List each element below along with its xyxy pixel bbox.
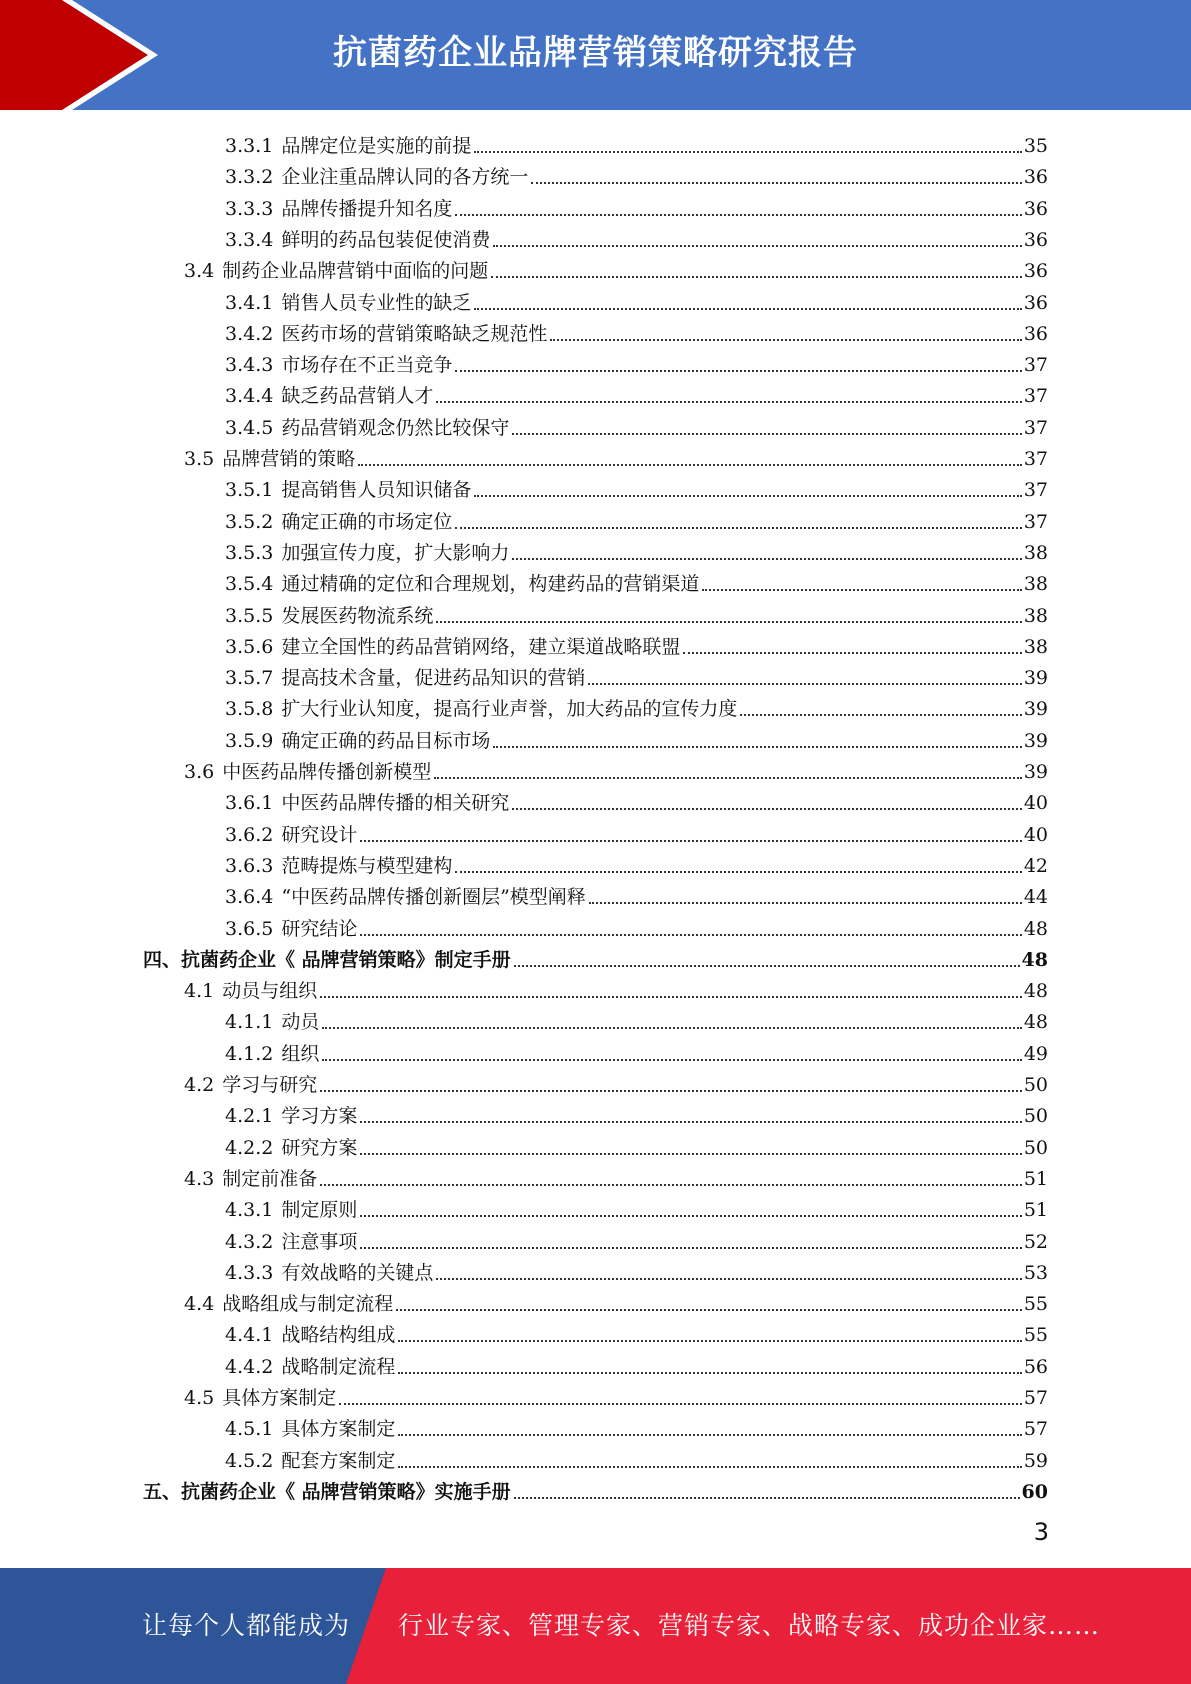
toc-entry[interactable] [225,816,1048,847]
toc-entry-page: 36 [1023,166,1048,189]
toc-entry-number: 4.2 [184,1074,215,1096]
toc-entry-title: 品牌传播提升知名度 [281,197,453,220]
toc-dot-leader [474,308,1021,310]
toc-entry[interactable] [225,346,1048,377]
toc-dot-leader [360,1215,1021,1217]
page-footer [0,1568,1191,1684]
toc-entry-title: 有效战略的关键点 [281,1261,434,1284]
toc-entry-number: 4.3.3 [225,1261,274,1284]
toc-entry[interactable] [225,878,1048,909]
toc-entry-page: 50 [1023,1136,1048,1159]
toc-entry-title: 制药企业品牌营销中面临的问题 [222,260,489,283]
toc-entry-page: 57 [1023,1387,1048,1409]
toc-entry[interactable] [225,377,1048,408]
toc-entry-title: 范畴提炼与模型建构 [281,854,453,877]
toc-entry[interactable] [225,1410,1048,1441]
toc-dot-leader [360,1121,1021,1123]
toc-dot-leader [396,1309,1022,1311]
toc-entry-number: 3.3.2 [225,166,274,189]
toc-entry-page: 37 [1023,479,1048,502]
toc-entry-page: 36 [1023,322,1048,345]
toc-entry-number: 3.5.5 [225,604,274,627]
toc-dot-leader [512,433,1021,435]
toc-entry-title: 中医药品牌传播创新模型 [222,761,432,783]
toc-entry[interactable] [184,440,1048,471]
toc-entry-title: 市场存在不正当竞争 [281,354,453,377]
report-title: 抗菌药企业品牌营销策略研究报告 [333,33,858,73]
toc-entry-number: 3.4.1 [225,291,274,314]
toc-entry[interactable] [225,690,1048,721]
toc-dot-leader [398,1466,1021,1468]
toc-entry-number: 3.4.5 [225,416,274,439]
toc-entry-title: 具体方案制定 [222,1387,337,1409]
toc-entry-page: 52 [1023,1230,1048,1253]
toc-entry-number: 4.1.2 [225,1042,274,1065]
toc-dot-leader [531,182,1021,184]
toc-entry-title: 发展医药物流系统 [281,604,434,627]
toc-entry-number: 4.1 [184,980,215,1003]
toc-entry[interactable] [225,847,1048,878]
toc-entry-number: 4.5.1 [225,1418,274,1441]
toc-entry-number: 4.3 [184,1167,215,1190]
toc-entry-title: 中医药品牌传播的相关研究 [281,792,510,815]
toc-entry-number: 3.6.4 [225,886,274,909]
toc-entry[interactable] [225,1254,1048,1285]
toc-entry[interactable] [225,1442,1048,1473]
toc-entry-number: 3.6.5 [225,917,274,940]
toc-entry-title: 制定前准备 [222,1167,318,1190]
toc-dot-leader [339,1403,1022,1405]
toc-entry-title: 销售人员专业性的缺乏 [281,291,472,314]
toc-entry-number: 3.5.4 [225,573,274,596]
toc-entry-number: 4.2.1 [225,1105,274,1128]
toc-entry-page: 36 [1023,260,1048,283]
toc-dot-leader [436,401,1021,403]
footer-slogan-right: 行业专家、管理专家、营销专家、战略专家、成功企业家…… [398,1611,1101,1640]
toc-entry-title: “中医药品牌传播创新圈层”模型阐释 [281,886,586,909]
toc-entry-number: 4.1.1 [225,1011,274,1034]
toc-entry[interactable] [225,190,1048,221]
toc-dot-leader [322,1059,1021,1061]
toc-dot-leader [320,1090,1022,1092]
toc-entry-page: 51 [1023,1167,1048,1190]
toc-entry-title: 动员 [281,1011,320,1034]
toc-entry-page: 38 [1023,573,1048,596]
toc-entry-page: 55 [1023,1324,1048,1347]
toc-dot-leader [702,589,1021,591]
toc-entry-number: 3.3.3 [225,197,274,220]
toc-entry-number: 3.5.8 [225,698,274,721]
toc-entry[interactable] [143,941,1048,972]
toc-entry-page: 50 [1023,1105,1048,1128]
toc-entry-number: 3.5.2 [225,510,274,533]
toc-entry-page: 56 [1023,1355,1048,1378]
toc-entry[interactable] [225,158,1048,189]
toc-dot-leader [474,495,1021,497]
toc-entry-title: 具体方案制定 [281,1418,396,1441]
toc-dot-leader [455,370,1021,372]
toc-entry-title: 建立全国性的药品营销网络，建立渠道战略联盟 [281,635,681,658]
toc-dot-leader [491,276,1022,278]
toc-entry-number: 3.4.2 [225,322,274,345]
toc-entry-title: 战略组成与制定流程 [222,1293,394,1316]
toc-entry-number: 3.3.4 [225,228,274,251]
toc-dot-leader [493,746,1021,748]
toc-entry[interactable] [225,910,1048,941]
toc-entry-number: 3.4 [184,260,215,283]
toc-entry-number: 四、 [143,948,182,971]
toc-entry[interactable] [225,284,1048,315]
toc-entry[interactable] [184,753,1048,784]
toc-entry-title: 研究结论 [281,917,358,940]
toc-entry[interactable] [184,1160,1048,1191]
toc-dot-leader [588,683,1021,685]
toc-entry[interactable] [225,315,1048,346]
toc-entry-page: 39 [1023,698,1048,721]
toc-entry-title: 企业注重品牌认同的各方统一 [281,166,529,189]
toc-entry-page: 48 [1023,1011,1048,1034]
toc-entry-title: 品牌营销的策略 [222,448,356,470]
toc-entry-title: 战略结构组成 [281,1324,396,1347]
toc-entry-title: 品牌定位是实施的前提 [281,135,472,157]
toc-entry-title: 战略制定流程 [281,1355,396,1378]
toc-dot-leader [360,1153,1021,1155]
toc-entry-title: 抗菌药企业《 品牌营销策略》实施手册 [181,1480,511,1503]
toc-entry-title: 通过精确的定位和合理规划，构建药品的营销渠道 [281,573,700,596]
toc-entry[interactable] [184,1285,1048,1316]
toc-entry[interactable] [225,1348,1048,1379]
toc-entry-number: 3.6.2 [225,823,274,846]
toc-entry-title: 学习与研究 [222,1074,318,1096]
toc-dot-leader [455,214,1021,216]
toc-entry-page: 37 [1023,354,1048,377]
toc-entry-page: 55 [1023,1293,1048,1316]
toc-entry[interactable] [225,1129,1048,1160]
toc-entry-page: 60 [1021,1480,1048,1503]
toc-entry-number: 3.6.1 [225,792,274,815]
toc-entry-page: 39 [1023,761,1048,783]
toc-dot-leader [512,558,1021,560]
toc-entry-title: 加强宣传力度，扩大影响力 [281,541,510,564]
toc-entry[interactable] [225,659,1048,690]
toc-entry-page: 36 [1023,228,1048,251]
toc-dot-leader [436,1278,1021,1280]
toc-entry-number: 4.2.2 [225,1136,274,1159]
toc-entry-page: 50 [1023,1074,1048,1096]
footer-slogan-left: 让每个人都能成为 [142,1611,351,1640]
toc-entry-page: 51 [1023,1199,1048,1222]
toc-entry[interactable] [225,1097,1048,1128]
toc-entry-title: 抗菌药企业《 品牌营销策略》制定手册 [181,948,511,971]
toc-entry[interactable] [225,597,1048,628]
toc-entry-page: 36 [1023,197,1048,220]
toc-entry-title: 确定正确的市场定位 [281,510,453,533]
toc-dot-leader [398,1340,1021,1342]
toc-entry-title: 注意事项 [281,1230,358,1253]
toc-dot-leader [474,151,1021,153]
toc-entry-number: 3.3.1 [225,135,274,157]
toc-entry-page: 38 [1023,635,1048,658]
toc-dot-leader [398,1372,1021,1374]
page-header [0,0,1191,110]
toc-entry-page: 44 [1023,886,1048,909]
page-number: 3 [1033,1518,1049,1546]
toc-entry-page: 59 [1023,1449,1048,1472]
toc-entry-title: 配套方案制定 [281,1449,396,1472]
toc-entry-number: 五、 [143,1480,182,1503]
toc-entry[interactable] [225,1035,1048,1066]
toc-entry-title: 鲜明的药品包装促使消费 [281,228,491,251]
toc-entry-title: 医药市场的营销策略缺乏规范性 [281,322,548,345]
toc-dot-leader [455,527,1021,529]
toc-entry-number: 3.4.4 [225,385,274,408]
toc-entry-title: 确定正确的药品目标市场 [281,729,491,752]
toc-entry[interactable] [225,784,1048,815]
toc-entry-page: 35 [1023,135,1048,157]
toc-entry-page: 42 [1023,854,1048,877]
toc-entry-title: 研究方案 [281,1136,358,1159]
toc-entry-number: 3.5.6 [225,635,274,658]
toc-entry[interactable] [184,1379,1048,1410]
toc-entry[interactable] [225,722,1048,753]
toc-entry-title: 缺乏药品营销人才 [281,385,434,408]
toc-dot-leader [320,996,1022,998]
toc-dot-leader [455,871,1021,873]
toc-entry-page: 39 [1023,729,1048,752]
toc-entry-page: 38 [1023,604,1048,627]
toc-dot-leader [360,934,1021,936]
toc-entry-number: 4.5 [184,1387,215,1409]
toc-dot-leader [683,652,1021,654]
toc-entry[interactable] [225,1191,1048,1222]
toc-dot-leader [358,464,1022,466]
toc-entry-title: 提高技术含量，促进药品知识的营销 [281,667,586,690]
toc-entry[interactable] [184,252,1048,283]
toc-entry[interactable] [225,1223,1048,1254]
toc-entry[interactable] [225,628,1048,659]
toc-dot-leader [398,1434,1021,1436]
toc-entry[interactable] [225,565,1048,596]
toc-entry-page: 53 [1023,1261,1048,1284]
toc-entry-page: 37 [1023,385,1048,408]
toc-entry-title: 制定原则 [281,1199,358,1222]
toc-entry[interactable] [225,409,1048,440]
toc-entry-title: 动员与组织 [222,980,318,1003]
toc-entry-page: 38 [1023,541,1048,564]
toc-entry-number: 3.4.3 [225,354,274,377]
toc-entry-page: 37 [1023,448,1048,470]
toc-entry-page: 39 [1023,667,1048,690]
toc-entry-number: 4.3.1 [225,1199,274,1222]
toc-dot-leader [434,777,1022,779]
toc-entry-page: 49 [1023,1042,1048,1065]
toc-entry-number: 4.3.2 [225,1230,274,1253]
toc-entry-title: 提高销售人员知识储备 [281,479,472,502]
toc-dot-leader [436,621,1021,623]
toc-entry-page: 36 [1023,291,1048,314]
toc-entry[interactable] [184,1066,1048,1097]
toc-entry-number: 3.6 [184,761,215,783]
toc-entry-number: 3.5 [184,448,215,470]
toc-entry-number: 3.6.3 [225,854,274,877]
toc-entry[interactable] [184,972,1048,1003]
toc-entry-page: 40 [1023,792,1048,815]
toc-entry-page: 40 [1023,823,1048,846]
toc-entry[interactable] [143,1473,1048,1504]
toc-entry-number: 4.4.2 [225,1355,274,1378]
toc-dot-leader [740,714,1021,716]
toc-entry[interactable] [225,503,1048,534]
toc-entry[interactable] [225,221,1048,252]
toc-entry-title: 组织 [281,1042,320,1065]
toc-dot-leader [514,1497,1020,1499]
toc-dot-leader [514,965,1020,967]
toc-dot-leader [589,902,1022,904]
toc-entry-title: 药品营销观念仍然比较保守 [281,416,510,439]
toc-entry-page: 37 [1023,510,1048,533]
toc-entry-title: 研究设计 [281,823,358,846]
toc-entry-title: 学习方案 [281,1105,358,1128]
toc-entry-number: 4.4 [184,1293,215,1316]
toc-entry-page: 37 [1023,416,1048,439]
toc-entry-page: 48 [1023,980,1048,1003]
toc-entry-number: 4.4.1 [225,1324,274,1347]
toc-dot-leader [512,808,1021,810]
toc-entry-page: 48 [1021,948,1048,971]
toc-entry-number: 3.5.3 [225,541,274,564]
toc-entry[interactable] [225,471,1048,502]
toc-entry[interactable] [225,127,1048,158]
toc-dot-leader [320,1184,1022,1186]
toc-entry-number: 3.5.7 [225,667,274,690]
toc-entry[interactable] [225,534,1048,565]
toc-dot-leader [322,1027,1021,1029]
toc-entry[interactable] [225,1003,1048,1034]
toc-entry-number: 3.5.9 [225,729,274,752]
toc-entry-title: 扩大行业认知度，提高行业声誉，加大药品的宣传力度 [281,698,738,721]
toc-entry-page: 48 [1023,917,1048,940]
toc-entry-number: 3.5.1 [225,479,274,502]
toc-entry[interactable] [225,1316,1048,1347]
toc-entry-number: 4.5.2 [225,1449,274,1472]
toc-dot-leader [360,840,1021,842]
toc-dot-leader [550,339,1021,341]
toc-entry-page: 57 [1023,1418,1048,1441]
toc-dot-leader [493,245,1021,247]
toc-dot-leader [360,1247,1021,1249]
